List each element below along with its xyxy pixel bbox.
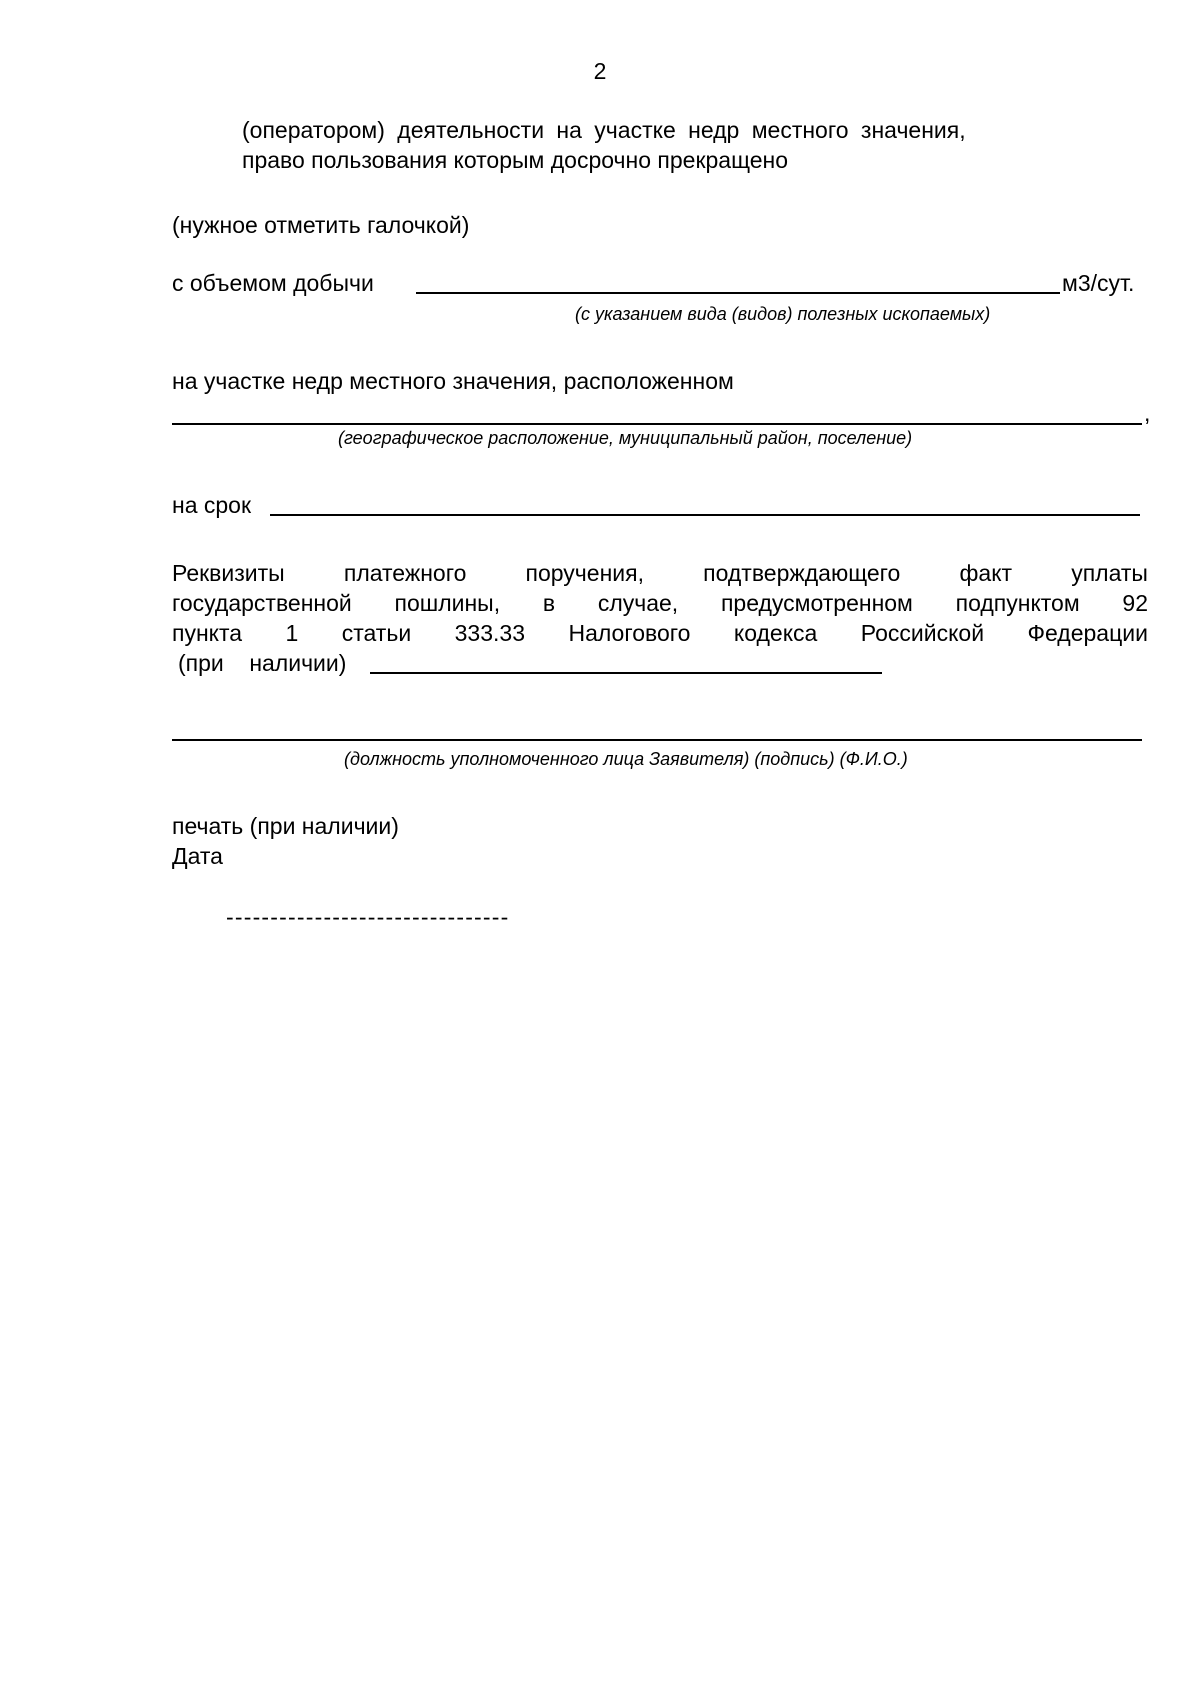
payment-word: поручения,	[525, 560, 644, 586]
payment-word: в	[542, 590, 556, 616]
payment-word: государственной	[172, 590, 352, 616]
payment-word: платежного	[343, 560, 467, 586]
payment-word: 333.33	[454, 620, 525, 646]
payment-word: факт	[959, 560, 1013, 586]
payment-word: Российской	[860, 620, 985, 646]
page-number: 2	[593, 58, 607, 84]
intro-line-1: (оператором) деятельности на участке недр местного значения,	[242, 117, 966, 143]
payment-word: уплаты	[1071, 560, 1148, 586]
signature-hint: (должность уполномоченного лица Заявителя) (подпись) (Ф.И.О.)	[344, 749, 908, 769]
volume-hint: (с указанием вида (видов) полезных ископаемых)	[575, 304, 991, 324]
signature-field[interactable]	[172, 739, 1142, 741]
location-label: на участке недр местного значения, расположенном	[172, 368, 734, 394]
dash-separator: --------------------------------	[226, 904, 510, 930]
payment-word: случае,	[597, 590, 679, 616]
location-field[interactable]	[172, 423, 1142, 425]
payment-field[interactable]	[370, 672, 882, 674]
payment-line-4: (при наличии)	[178, 650, 347, 676]
payment-word: 92	[1122, 590, 1148, 616]
payment-word: 1	[285, 620, 299, 646]
payment-word: подпунктом	[955, 590, 1080, 616]
payment-word: Федерации	[1027, 620, 1148, 646]
intro-line-2: право пользования которым досрочно прекращено	[242, 147, 789, 173]
location-hint: (географическое расположение, муниципальный район, поселение)	[338, 428, 913, 448]
term-field[interactable]	[270, 514, 1140, 516]
payment-word: подтверждающего	[703, 560, 901, 586]
payment-word: статьи	[341, 620, 412, 646]
payment-word: кодекса	[733, 620, 818, 646]
term-label: на срок	[172, 492, 252, 518]
payment-word: пошлины,	[394, 590, 501, 616]
payment-line-3	[172, 620, 1148, 647]
volume-unit: м3/сут.	[1062, 270, 1135, 296]
payment-word: предусмотренном	[720, 590, 913, 616]
payment-word: пункта	[172, 620, 243, 646]
payment-word: Реквизиты	[172, 560, 285, 586]
seal-label: печать (при наличии)	[172, 813, 399, 839]
payment-line-2	[172, 590, 1148, 617]
volume-label: с объемом добычи	[172, 270, 374, 296]
date-label: Дата	[172, 843, 223, 869]
payment-word: Налогового	[568, 620, 691, 646]
location-comma: ,	[1144, 400, 1151, 426]
payment-line-1	[172, 560, 1148, 587]
mark-note: (нужное отметить галочкой)	[172, 212, 470, 238]
volume-field[interactable]	[416, 292, 1060, 294]
